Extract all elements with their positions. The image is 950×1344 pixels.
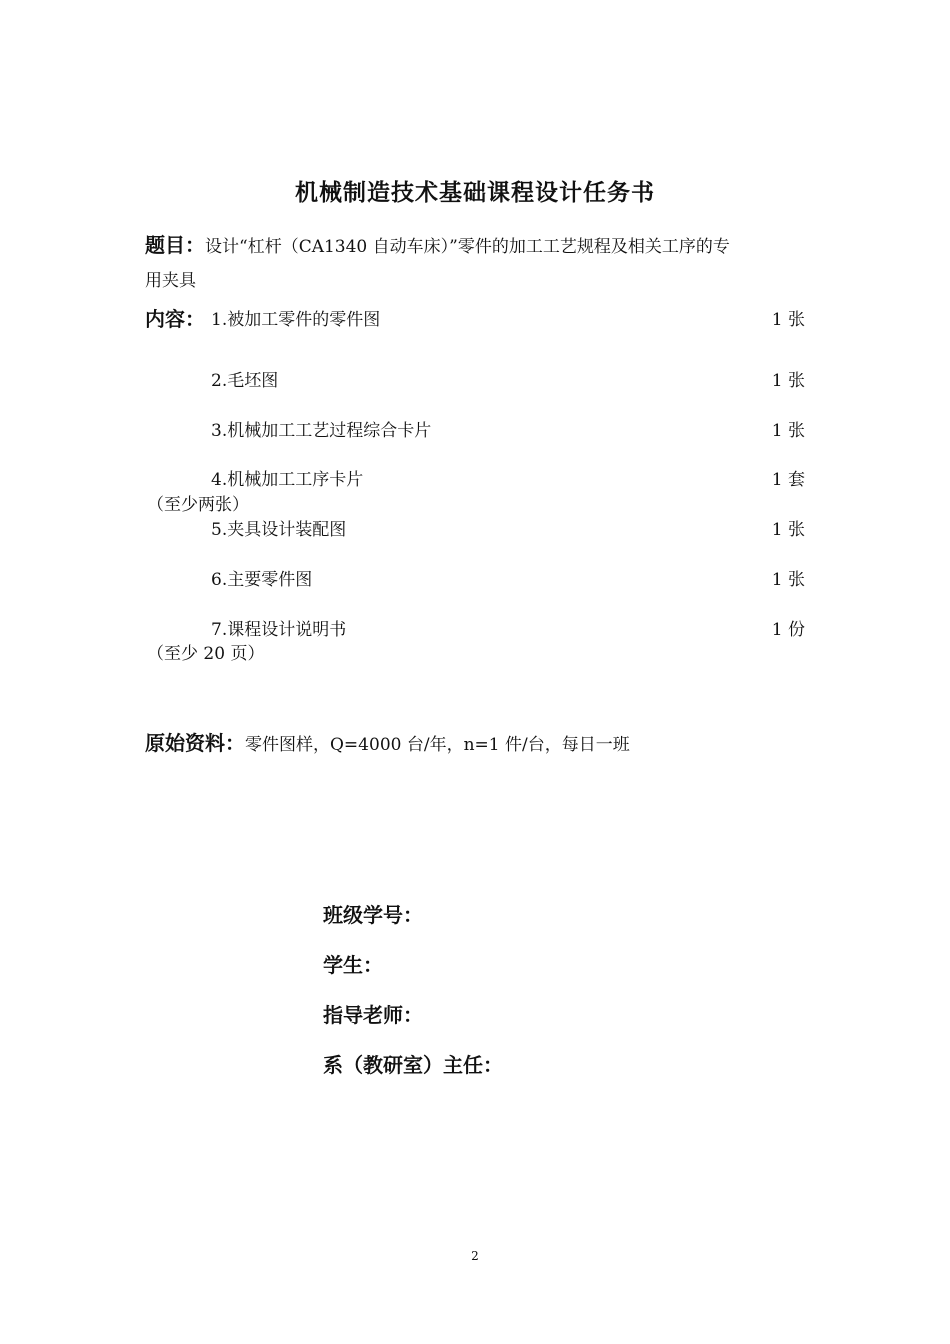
content-item-1: 1.被加工零件的零件图 — [211, 310, 381, 330]
content-item-3: 3.机械加工工艺过程综合卡片 — [211, 421, 432, 441]
content-item-5: 5.夹具设计装配图 — [211, 520, 347, 540]
student-label: 学生： — [323, 953, 383, 977]
signature-block — [323, 900, 503, 1100]
content-item-4-note: （至少两张） — [147, 495, 249, 515]
source-line — [145, 727, 630, 756]
content-item-7-qty: 1 份 — [771, 620, 805, 640]
topic-label: 题目： — [145, 233, 205, 257]
content-item-7: 7.课程设计说明书 — [211, 620, 347, 640]
content-item-3-qty: 1 张 — [771, 421, 805, 441]
content-item-7-note: （至少 20 页） — [147, 644, 265, 664]
content-item-2: 2.毛坯图 — [211, 371, 279, 391]
topic-text-continued: 用夹具 — [145, 271, 196, 291]
content-label: 内容： — [145, 307, 205, 331]
content-item-4: 4.机械加工工序卡片 — [211, 470, 364, 490]
class-id-label: 班级学号： — [323, 903, 423, 927]
content-item-6-qty: 1 张 — [771, 570, 805, 590]
content-item-1-qty: 1 张 — [771, 310, 805, 330]
content-item-6: 6.主要零件图 — [211, 570, 313, 590]
source-text: 零件图样，Q=4000 台/年，n=1 件/台，每日一班 — [245, 735, 630, 755]
page-number: 2 — [471, 1249, 479, 1263]
content-item-2-qty: 1 张 — [771, 371, 805, 391]
source-label: 原始资料： — [145, 731, 245, 755]
advisor-label: 指导老师： — [323, 1003, 423, 1027]
content-item-5-qty: 1 张 — [771, 520, 805, 540]
content-item-4-qty: 1 套 — [771, 470, 805, 490]
document-title: 机械制造技术基础课程设计任务书 — [295, 179, 655, 206]
topic-line — [145, 229, 730, 258]
topic-text: 设计“杠杆（CA1340 自动车床）”零件的加工工艺规程及相关工序的专 — [205, 237, 730, 257]
department-head-label: 系（教研室）主任： — [323, 1053, 503, 1077]
